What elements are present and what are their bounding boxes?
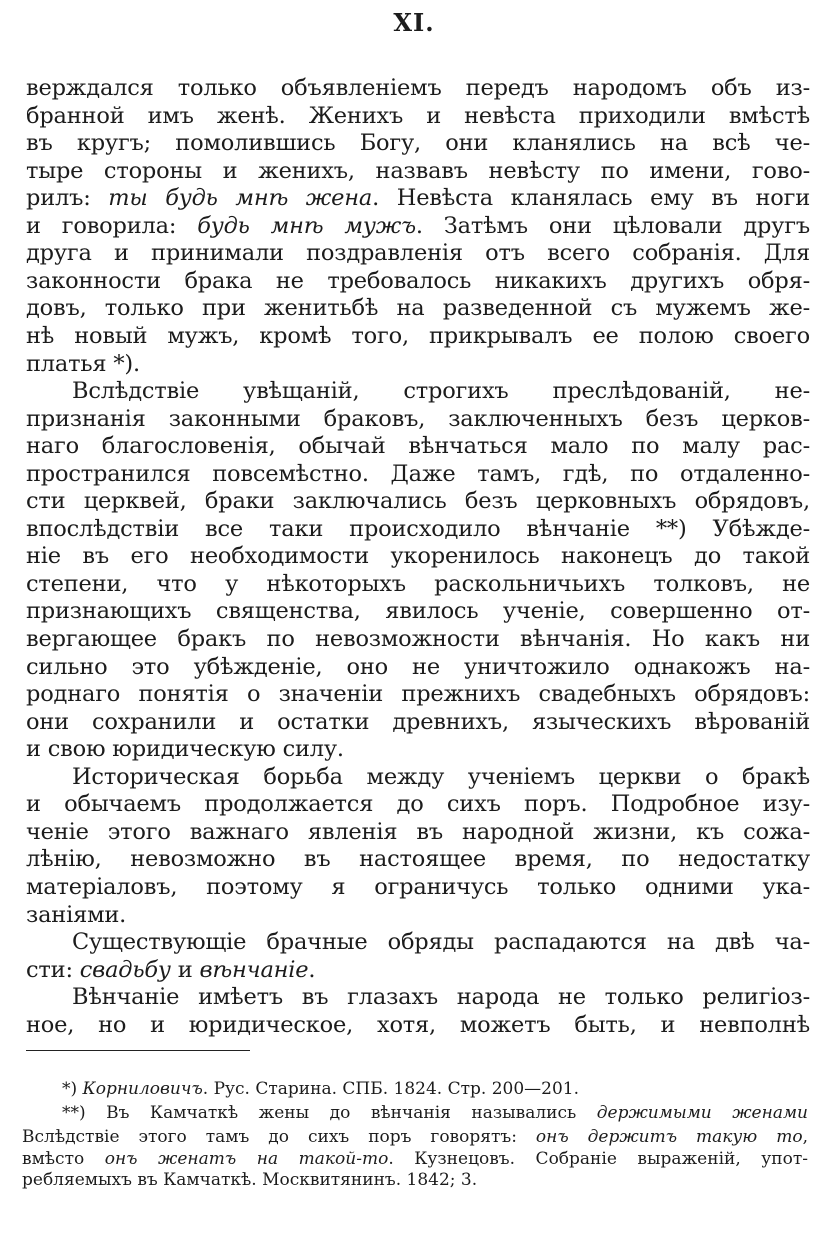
- text-line: верждался только объявленіемъ передъ народомъ объ из-: [26, 75, 810, 101]
- text-line: признанія законными браковъ, заключенныхъ безъ церков-: [26, 405, 810, 432]
- text-segment: и: [170, 956, 200, 983]
- italic-phrase: вѣнчаніе: [199, 956, 309, 983]
- text-line: законности брака не требовалось никакихъ другихъ обря-: [26, 267, 810, 294]
- text-line: Вслѣдствіе увѣщаній, строгихъ преслѣдованій, не-: [72, 378, 810, 405]
- footnote-line: ребляемыхъ въ Камчаткѣ. Москвитянинъ. 1842; 3.: [22, 1170, 478, 1190]
- text-line: признающихъ священства, явилось ученіе, совершенно от-: [26, 598, 810, 625]
- text-segment: . Рус. Старина. СПБ. 1824. Стр. 200—201.: [202, 1079, 579, 1099]
- italic-phrase: онъ держитъ такую то: [535, 1127, 803, 1147]
- text-segment: . Кузнецовъ. Собраніе выраженій, упот-: [388, 1149, 808, 1169]
- text-line: нѣ новый мужъ, кромѣ того, прикрывалъ ее полою своего: [26, 322, 810, 349]
- text-line: въ кругъ; помолившись Богу, они кланялись на всѣ че-: [26, 130, 810, 157]
- text-line: впослѣдствіи все таки происходило вѣнчаніе **) Убѣжде-: [26, 515, 810, 542]
- text-line: пространился повсемѣстно. Даже тамъ, гдѣ, по отдаленно-: [26, 460, 810, 487]
- text-segment: сти:: [26, 956, 80, 983]
- text-segment: ,: [802, 1127, 808, 1147]
- text-line: степени, что у нѣкоторыхъ раскольничьихъ толковъ, не: [26, 570, 810, 597]
- footnote-line: [62, 1101, 808, 1125]
- text-line: и свою юридическую силу.: [26, 736, 344, 763]
- text-segment: . Затѣмъ они цѣловали другъ: [415, 212, 811, 239]
- text-segment: *): [62, 1079, 83, 1099]
- footnote-divider: [26, 1050, 250, 1051]
- text-segment: . Невѣста кланялась ему въ ноги: [372, 185, 811, 212]
- text-segment: .: [308, 956, 316, 983]
- text-line: и обычаемъ продолжается до сихъ поръ. Подробное изу-: [26, 791, 810, 818]
- text-line: тыре стороны и женихъ, назвавъ невѣсту по имени, гово-: [26, 157, 810, 184]
- footnote-line: [22, 1125, 808, 1149]
- text-line: Вѣнчаніе имѣетъ въ глазахъ народа не только религіоз-: [72, 984, 810, 1011]
- text-line: ное, но и юридическое, хотя, можетъ быть, и невполнѣ: [26, 1011, 810, 1038]
- text-segment: вмѣсто: [22, 1149, 105, 1169]
- italic-phrase: ты будь мнѣ жена: [108, 185, 373, 212]
- text-line: ніе въ его необходимости укоренилось наконецъ до такой: [26, 543, 810, 570]
- text-segment: рилъ:: [26, 185, 109, 212]
- text-line: матеріаловъ, поэтому я ограничусь только одними ука-: [26, 873, 810, 900]
- italic-phrase: будь мнѣ мужъ: [197, 212, 416, 239]
- text-line: ченіе этого важнаго явленія въ народной жизни, къ сожа-: [26, 818, 810, 845]
- text-line: заніями.: [26, 901, 127, 928]
- text-line: сти церквей, браки заключались безъ церковныхъ обрядовъ,: [26, 488, 810, 515]
- page-number: XI.: [393, 8, 435, 37]
- italic-phrase: держимыми женами: [596, 1103, 808, 1123]
- footnote-line: [62, 1077, 808, 1101]
- text-line: Историческая борьба между ученіемъ церкви о бракѣ: [72, 763, 810, 790]
- text-line: они сохранили и остатки древнихъ, языческихъ вѣрованій: [26, 708, 810, 735]
- text-segment: Вслѣдствіе этого тамъ до сихъ поръ говорятъ:: [22, 1127, 536, 1147]
- text-segment: **) Въ Камчаткѣ жены до вѣнчанія назывались: [62, 1103, 597, 1123]
- text-line: Существующіе брачные обряды распадаются на двѣ ча-: [72, 929, 810, 956]
- text-segment: и говорила:: [26, 212, 198, 239]
- text-line: платья *).: [26, 350, 140, 377]
- text-line: вергающее бракъ по невозможности вѣнчанія. Но какъ ни: [26, 626, 810, 652]
- italic-phrase: свадьбу: [79, 956, 171, 983]
- text-line: довъ, только при женитьбѣ на разведенной съ мужемъ же-: [26, 295, 810, 322]
- text-line: наго благословенія, обычай вѣнчаться мало по малу рас-: [26, 433, 810, 460]
- text-line: бранной имъ женѣ. Женихъ и невѣста приходили вмѣстѣ: [26, 102, 810, 129]
- italic-phrase: онъ женатъ на такой-то: [104, 1149, 389, 1169]
- text-line: сильно это убѣжденіе, оно не уничтожило однакожъ на-: [26, 653, 810, 680]
- text-line: лѣнію, невозможно въ настоящее время, по недостатку: [26, 846, 810, 873]
- italic-phrase: Корниловичъ: [82, 1079, 203, 1099]
- text-line: роднаго понятія о значеніи прежнихъ свадебныхъ обрядовъ:: [26, 681, 810, 708]
- text-line: друга и принимали поздравленія отъ всего собранія. Для: [26, 240, 810, 267]
